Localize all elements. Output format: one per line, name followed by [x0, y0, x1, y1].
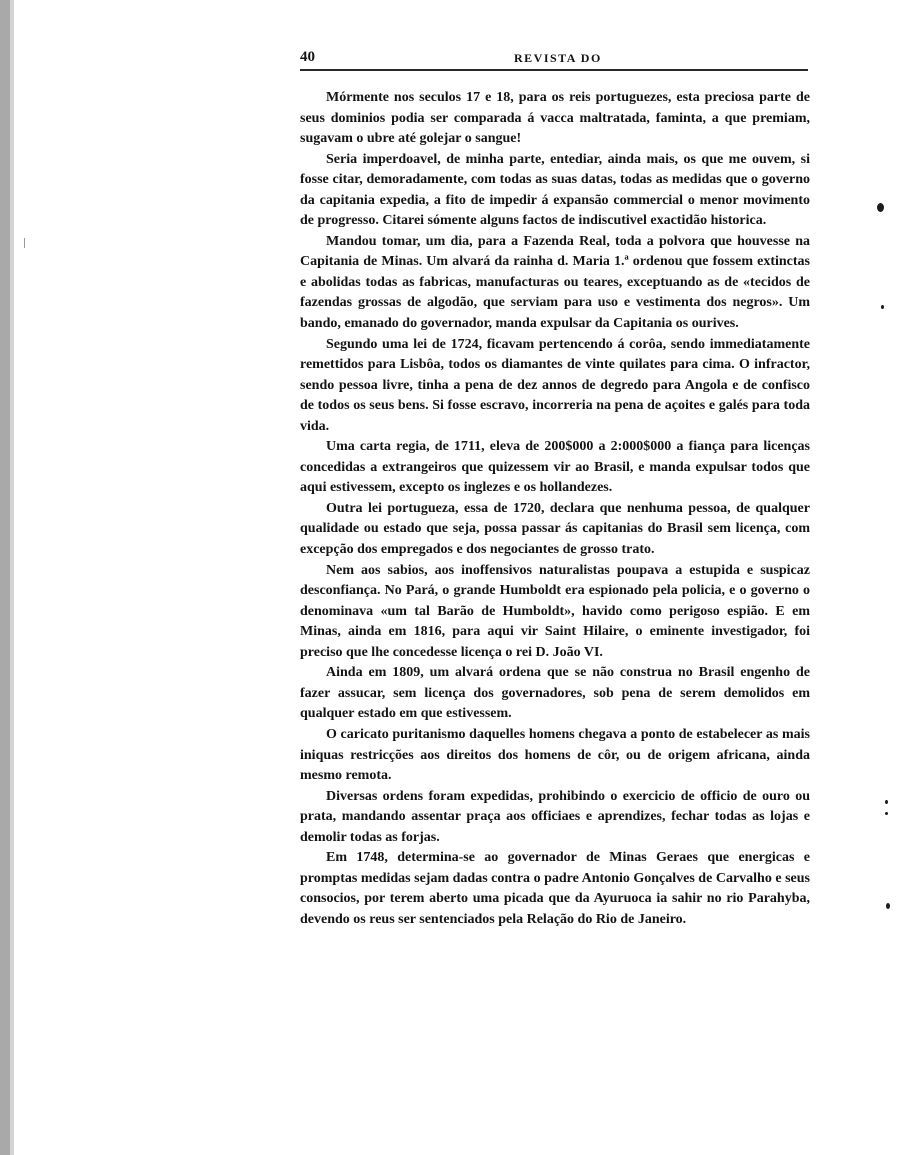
paragraph-9: O caricato puritanismo daquelles homens chegava a ponto de estabelecer as mais iniquas restricções aos direitos dos homens de côr, ou de origem africana, ainda mesmo remota.: [300, 726, 810, 784]
scan-speck: [886, 903, 890, 909]
page-header: [300, 45, 808, 67]
body-text: [300, 88, 810, 930]
scan-speck: [881, 305, 884, 309]
scan-speck: [885, 812, 888, 815]
scan-speck: [877, 203, 884, 212]
scan-edge-shadow: [0, 0, 10, 1155]
header-rule: [300, 69, 808, 71]
scan-speck: [885, 800, 888, 804]
paragraph-11: Em 1748, determina-se ao governador de Minas Geraes que energicas e promptas medidas sejam dadas contra o padre Antonio Gonçalves de Carvalho e seus consocios, por terem aberto uma picada que da Ayuruoca ia sahir no rio Parahyba, devendo os reus ser sentenciados pela Relação do Rio de Janeiro.: [300, 850, 810, 927]
running-title: REVISTA DO: [514, 51, 602, 65]
scan-mark: [24, 238, 25, 248]
paragraph-5: Uma carta regia, de 1711, eleva de 200$000 a 2:000$000 a fiança para licenças concedidas a extrangeiros que quizessem vir ao Brasil, e manda expulsar todos que aqui estivessem, excepto os inglezes e os hollandezes.: [300, 439, 810, 496]
paragraph-10: Diversas ordens foram expedidas, prohibindo o exercicio de officio de ouro ou prata, mandando assentar praça aos officiaes e aprendizes, fechar todas as lojas e demolir todas as forjas.: [300, 788, 810, 845]
scan-edge-highlight: [10, 0, 14, 1155]
paragraph-3: Mandou tomar, um dia, para a Fazenda Real, toda a polvora que houvesse na Capitania de Minas. Um alvará da rainha d. Maria 1.ª ordenou que fossem extinctas e abolidas todas as fabricas, manufacturas ou teares, exceptuando as de «tecidos de fazendas grossas de algodão, que serviam para uso e vestimenta dos negros». Um bando, emanado do governador, manda expulsar da Capitania os ourives.: [300, 233, 810, 332]
page-number: 40: [300, 49, 315, 65]
paragraph-6: Outra lei portugueza, essa de 1720, declara que nenhuma pessoa, de qualquer qualidade ou estado que seja, possa passar ás capitanias do Brasil sem licença, com excepção dos empregados e dos negociantes de grosso trato.: [300, 500, 810, 558]
paragraph-4: Segundo uma lei de 1724, ficavam pertencendo á corôa, sendo immediatamente remettidos para Lisbôa, todos os diamantes de vinte quilates para cima. O infractor, sendo pessoa livre, tinha a pena de dez annos de degredo para Angola e de confisco de todos os seus bens. Si fosse escravo, incorreria na pena de açoites e galés para toda vida.: [300, 336, 810, 434]
paragraph-2: Seria imperdoavel, de minha parte, entediar, ainda mais, os que me ouvem, si fosse citar, demoradamente, com todas as suas datas, todas as medidas que o governo da capitania expedia, a fito de impedir á expansão commercial o menor movimento de progresso. Citarei sómente alguns factos de indiscutivel exactidão historica.: [300, 151, 810, 229]
paragraph-7: Nem aos sabios, aos inoffensivos naturalistas poupava a estupida e suspicaz desconfiança. No Pará, o grande Humboldt era espionado pela policia, e o governo o denominava «um tal Barão de Humboldt», havido como perigoso espião. E em Minas, ainda em 1816, para aqui vir Saint Hilaire, o eminente investigador, foi preciso que lhe concedesse licença o rei D. João VI.: [300, 562, 810, 660]
paragraph-8: Ainda em 1809, um alvará ordena que se não construa no Brasil engenho de fazer assucar, sem licença dos governadores, sob pena de serem demolidos em qualquer estado em que estivessem.: [300, 665, 810, 722]
paragraph-1: Mórmente nos seculos 17 e 18, para os reis portuguezes, esta preciosa parte de seus dominios podia ser comparada á vacca maltratada, faminta, a que premiam, sugavam o ubre até golejar o sangue!: [300, 90, 810, 147]
